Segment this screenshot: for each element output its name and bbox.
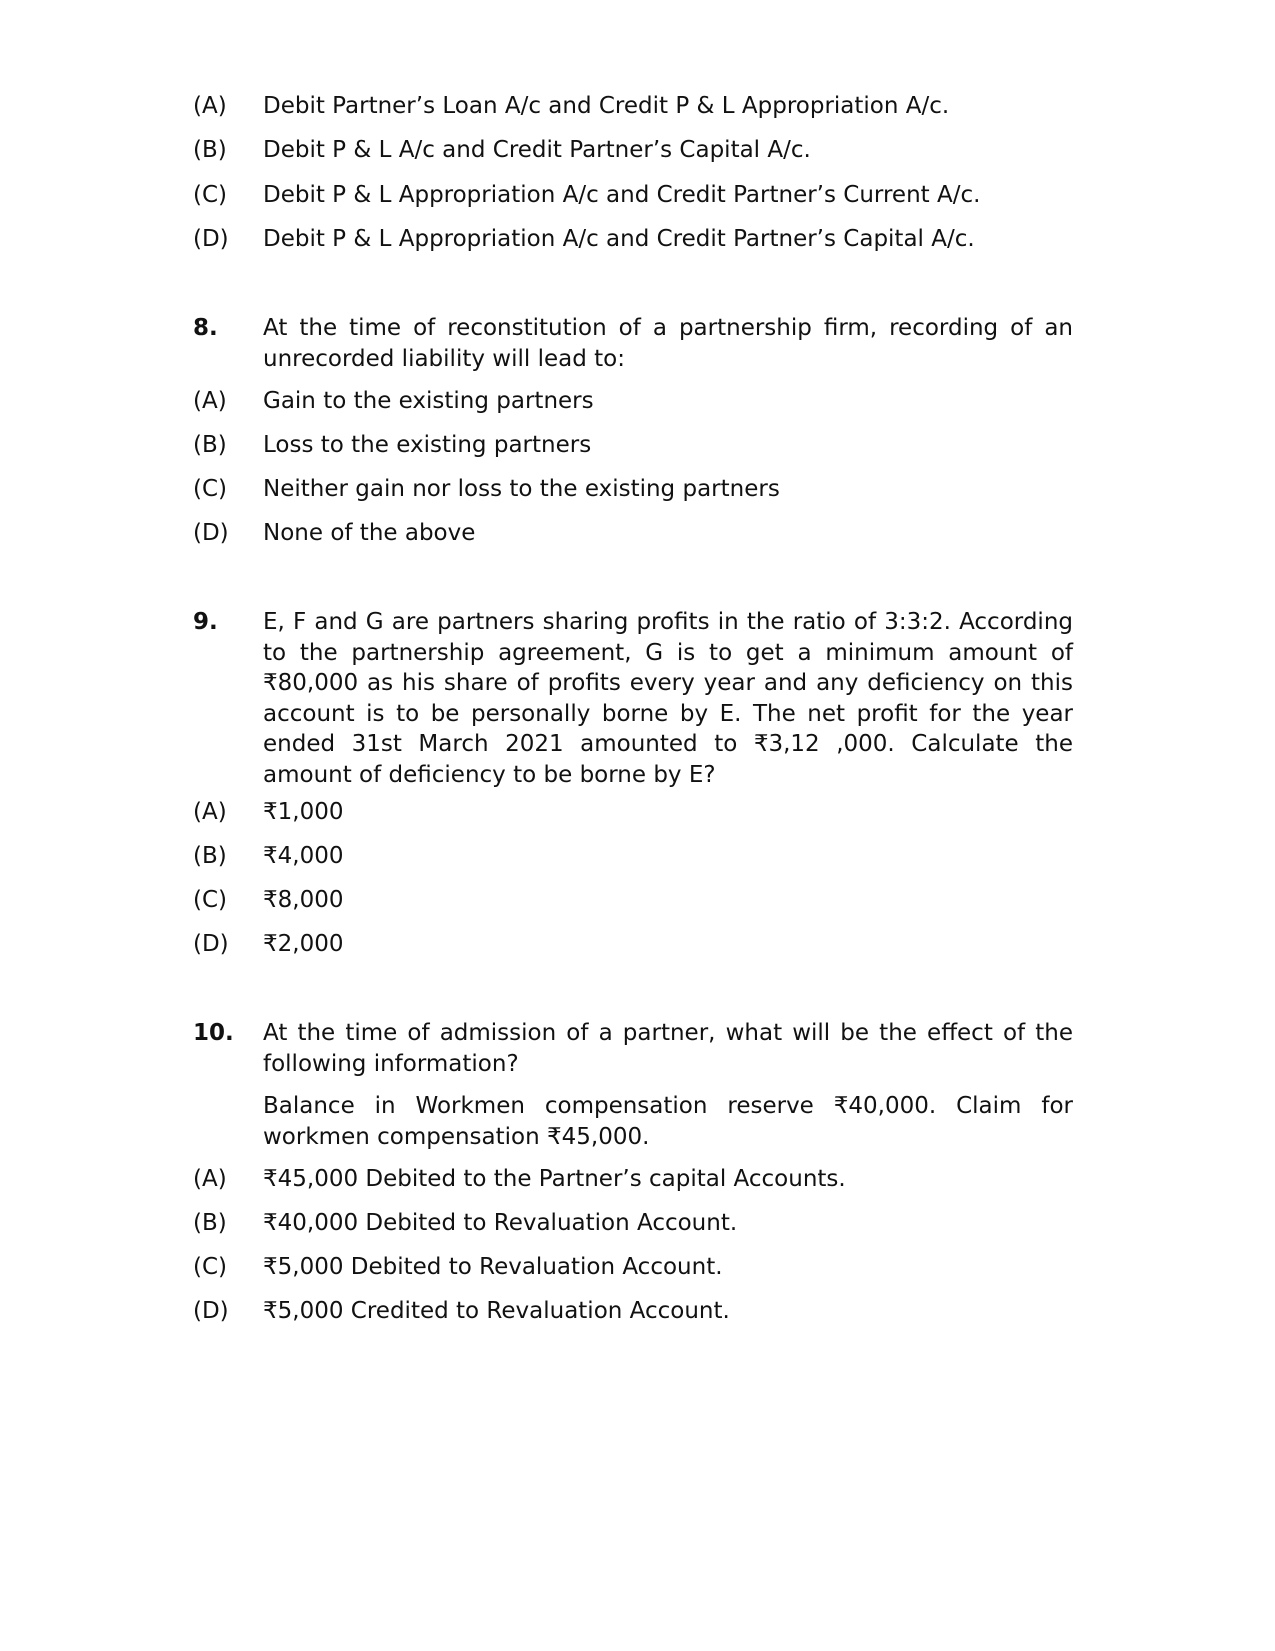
question-info: Balance in Workmen compensation reserve ₹40,000. Claim for workmen compensation ₹45,000. — [263, 1093, 1073, 1150]
option-text: ₹8,000 — [263, 887, 344, 913]
option-text: ₹40,000 Debited to Revaluation Account. — [263, 1210, 738, 1236]
option-text: None of the above — [263, 520, 476, 546]
question-text: At the time of admission of a partner, what will be the effect of the following information? — [263, 1020, 1073, 1077]
option-label: (D) — [193, 520, 229, 546]
option-row — [193, 518, 1073, 549]
question-number: 9. — [193, 609, 218, 635]
option-text: Debit Partner’s Loan A/c and Credit P & L Appropriation A/c. — [263, 93, 950, 119]
option-label: (A) — [193, 1166, 227, 1192]
option-row — [193, 1208, 1073, 1239]
option-label: (A) — [193, 388, 227, 414]
option-row — [193, 1252, 1073, 1283]
option-label: (D) — [193, 1298, 229, 1324]
option-row — [193, 797, 1073, 828]
option-text: ₹1,000 — [263, 799, 344, 825]
question-10 — [193, 1018, 1073, 1079]
option-row — [193, 135, 1073, 166]
question-text: At the time of reconstitution of a partnership firm, recording of an unrecorded liability will lead to: — [263, 315, 1073, 372]
option-label: (B) — [193, 137, 227, 163]
question-info-row — [193, 1091, 1073, 1152]
question-number: 8. — [193, 315, 218, 341]
option-label: (C) — [193, 182, 228, 208]
option-text: ₹2,000 — [263, 931, 344, 957]
option-label: (A) — [193, 93, 227, 119]
option-text: Debit P & L Appropriation A/c and Credit Partner’s Current A/c. — [263, 182, 981, 208]
question-9 — [193, 607, 1073, 790]
option-row — [193, 1296, 1073, 1327]
question-number: 10. — [193, 1020, 234, 1046]
question-8 — [193, 313, 1073, 374]
option-row — [193, 1164, 1073, 1195]
option-label: (B) — [193, 432, 227, 458]
option-row — [193, 91, 1073, 122]
option-row — [193, 180, 1073, 211]
option-text: Loss to the existing partners — [263, 432, 592, 458]
option-text: Debit P & L A/c and Credit Partner’s Capital A/c. — [263, 137, 811, 163]
option-text: Debit P & L Appropriation A/c and Credit Partner’s Capital A/c. — [263, 226, 975, 252]
option-label: (C) — [193, 887, 228, 913]
option-label: (B) — [193, 1210, 227, 1236]
option-label: (C) — [193, 1254, 228, 1280]
option-row — [193, 841, 1073, 872]
option-text: ₹5,000 Debited to Revaluation Account. — [263, 1254, 723, 1280]
option-row — [193, 929, 1073, 960]
option-row — [193, 430, 1073, 461]
option-label: (D) — [193, 226, 229, 252]
option-label: (D) — [193, 931, 229, 957]
option-text: ₹4,000 — [263, 843, 344, 869]
option-row — [193, 224, 1073, 255]
option-row — [193, 386, 1073, 417]
option-text: Neither gain nor loss to the existing partners — [263, 476, 780, 502]
option-text: Gain to the existing partners — [263, 388, 594, 414]
option-label: (A) — [193, 799, 227, 825]
option-row — [193, 885, 1073, 916]
option-label: (B) — [193, 843, 227, 869]
option-text: ₹45,000 Debited to the Partner’s capital Accounts. — [263, 1166, 846, 1192]
question-text: E, F and G are partners sharing profits in the ratio of 3:3:2. According to the partnership agreement, G is to get a minimum amount of ₹80,000 as his share of profits every year and any deficiency on this account is to be personally borne by E. The net profit for the year ended 31st March 2021 amounted to ₹3,12 ,000. Calculate the amount of deficiency to be borne by E? — [263, 609, 1073, 788]
option-text: ₹5,000 Credited to Revaluation Account. — [263, 1298, 730, 1324]
option-label: (C) — [193, 476, 228, 502]
option-row — [193, 474, 1073, 505]
